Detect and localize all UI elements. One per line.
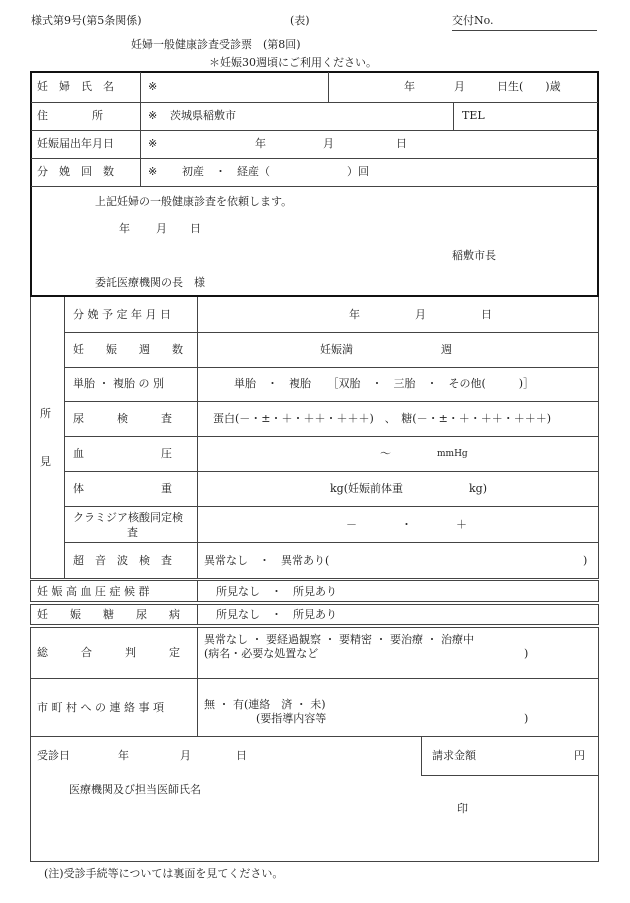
divider bbox=[197, 297, 198, 579]
divider bbox=[30, 678, 599, 679]
blood-pressure-label: 血 圧 bbox=[73, 447, 172, 460]
seal-mark: 印 bbox=[457, 802, 468, 815]
municipal-notes-close: ) bbox=[524, 712, 529, 725]
required-mark: ※ bbox=[148, 80, 158, 93]
side-indicator: (表) bbox=[290, 14, 310, 27]
usage-note: ＊妊娠30週頃にご利用ください。 bbox=[209, 56, 377, 69]
birth-month: 月 bbox=[454, 80, 465, 93]
footer-note: (注)受診手続等については裏面を見てください。 bbox=[44, 867, 284, 880]
chlamydia-value: － ・ ＋ bbox=[346, 518, 467, 531]
required-mark: ※ bbox=[148, 165, 158, 178]
divider bbox=[64, 297, 65, 579]
weight-value: kg(妊娠前体重 kg) bbox=[330, 482, 487, 495]
birth-day-age: 日生( )歳 bbox=[497, 80, 561, 93]
overall-judgement-label: 総 合 判 定 bbox=[37, 646, 180, 659]
form-number: 様式第9号(第5条関係) bbox=[31, 14, 142, 27]
blood-pressure-separator: ～ bbox=[380, 447, 391, 460]
divider bbox=[598, 297, 599, 579]
divider bbox=[64, 436, 598, 437]
due-date-label: 分 娩 予 定 年 月 日 bbox=[73, 308, 171, 321]
visit-year: 年 bbox=[118, 749, 129, 762]
divider bbox=[64, 542, 598, 543]
overall-judgement-note: (病名・必要な処置など bbox=[204, 647, 319, 660]
divider bbox=[30, 578, 598, 579]
charge-unit: 円 bbox=[574, 749, 585, 762]
delivery-count-label: 分 娩 回 数 bbox=[37, 165, 114, 178]
tel-label: TEL bbox=[462, 109, 485, 122]
divider bbox=[64, 332, 598, 333]
divider bbox=[31, 130, 598, 131]
blood-pressure-unit: mmHg bbox=[437, 449, 468, 459]
singleton-multiple-label: 単胎 ・ 複胎 の 別 bbox=[73, 377, 164, 390]
divider bbox=[31, 102, 598, 103]
request-text: 上記妊婦の一般健康診査を依頼します。 bbox=[95, 195, 293, 208]
required-mark: ※ bbox=[148, 109, 158, 122]
divider bbox=[453, 102, 454, 130]
divider bbox=[328, 72, 329, 102]
municipal-notes-label: 市 町 村 へ の 連 絡 事 項 bbox=[37, 701, 164, 714]
divider bbox=[64, 471, 598, 472]
ultrasound-close: ) bbox=[583, 554, 588, 567]
form-title: 妊婦一般健康診査受診票 (第8回) bbox=[131, 38, 301, 51]
findings-side-label-1: 所 bbox=[40, 407, 51, 420]
required-mark: ※ bbox=[148, 137, 158, 150]
delivery-count-value: 初産 ・ 経産（ ）回 bbox=[182, 165, 369, 178]
divider bbox=[197, 627, 198, 737]
birth-year: 年 bbox=[404, 80, 415, 93]
chlamydia-label-2: 査 bbox=[127, 526, 138, 539]
pregnancy-year: 年 bbox=[255, 137, 266, 150]
hypertension-value: 所見なし ・ 所見あり bbox=[216, 585, 337, 598]
hypertension-label: 妊 娠 高 血 圧 症 候 群 bbox=[37, 585, 150, 598]
pregnancy-month: 月 bbox=[323, 137, 334, 150]
pregnancy-date-label: 妊娠届出年月日 bbox=[37, 137, 114, 150]
urine-test-label: 尿 検 査 bbox=[73, 412, 172, 425]
due-date-value: 年 月 日 bbox=[349, 308, 492, 321]
divider bbox=[31, 158, 598, 159]
ultrasound-value: 異常なし ・ 異常あり( bbox=[204, 554, 330, 567]
patient-info-box bbox=[30, 71, 599, 297]
mayor-title: 稲敷市長 bbox=[452, 249, 496, 262]
issue-no-underline bbox=[452, 30, 597, 31]
divider bbox=[30, 297, 31, 579]
visit-day: 日 bbox=[236, 749, 247, 762]
visit-date-label: 受診日 bbox=[37, 749, 70, 762]
request-day: 日 bbox=[190, 222, 201, 235]
address-value: 茨城県稲敷市 bbox=[170, 109, 236, 122]
name-label: 妊 婦 氏 名 bbox=[37, 80, 114, 93]
doctor-label: 医療機関及び担当医師氏名 bbox=[69, 783, 201, 796]
divider bbox=[64, 506, 598, 507]
urine-test-value: 蛋白(－・±・＋・＋＋・＋＋＋) 、 糖(－・±・＋・＋＋・＋＋＋) bbox=[213, 412, 552, 425]
divider bbox=[64, 401, 598, 402]
divider bbox=[197, 580, 198, 602]
gestation-weeks-value: 妊娠満 週 bbox=[320, 343, 452, 356]
divider bbox=[140, 72, 141, 186]
ultrasound-label: 超 音 波 検 査 bbox=[73, 554, 172, 567]
gestation-weeks-label: 妊 娠 週 数 bbox=[73, 343, 183, 356]
municipal-notes-guidance: (要指導内容等 bbox=[256, 712, 327, 725]
pregnancy-day: 日 bbox=[396, 137, 407, 150]
chlamydia-label-1: クラミジア核酸同定検 bbox=[73, 511, 183, 524]
diabetes-label: 妊 娠 糖 尿 病 bbox=[37, 608, 180, 621]
issue-no-label: 交付No. bbox=[452, 14, 494, 27]
overall-judgement-close: ) bbox=[524, 647, 529, 660]
visit-month: 月 bbox=[180, 749, 191, 762]
diabetes-value: 所見なし ・ 所見あり bbox=[216, 608, 337, 621]
address-label: 住 所 bbox=[37, 109, 103, 122]
weight-label: 体 重 bbox=[73, 482, 172, 495]
singleton-multiple-value: 単胎 ・ 複胎 ［双胎 ・ 三胎 ・ その他( )］ bbox=[234, 377, 535, 390]
request-month: 月 bbox=[156, 222, 167, 235]
overall-judgement-options: 異常なし ・ 要経過観察 ・ 要精密 ・ 要治療 ・ 治療中 bbox=[204, 633, 474, 646]
divider bbox=[197, 604, 198, 625]
divider bbox=[31, 186, 598, 187]
charge-label: 請求金額 bbox=[432, 749, 476, 762]
request-year: 年 bbox=[119, 222, 130, 235]
addressee: 委託医療機関の長 様 bbox=[95, 276, 205, 289]
municipal-notes-options: 無 ・ 有(連絡 済 ・ 未) bbox=[204, 698, 326, 711]
divider bbox=[64, 367, 598, 368]
findings-side-label-2: 見 bbox=[40, 455, 51, 468]
